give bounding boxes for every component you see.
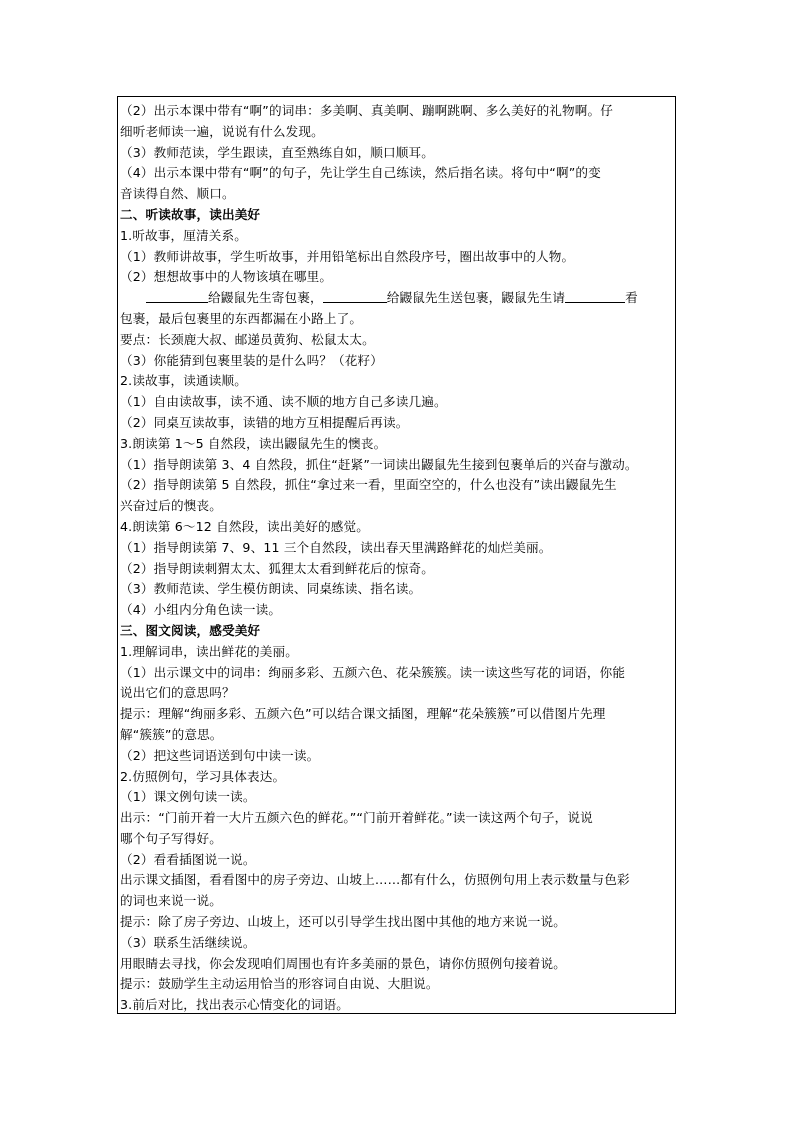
text-line: 提示：鼓励学生主动运用恰当的形容词自由说、大胆说。 — [120, 976, 439, 992]
text-line: 要点：长颈鹿大叔、邮递员黄狗、松鼠太太。 — [120, 331, 375, 347]
fill-in-blank-line — [120, 288, 673, 309]
fill-in-text: 给鼹鼠先生寄包裹， — [208, 290, 323, 306]
text-line: 的词也来说一说。 — [120, 893, 222, 909]
text-line: （1）指导朗读第 3、4 自然段，抓住“赶紧”一词读出鼹鼠先生接到包裹单后的兴奋与激动。 — [120, 456, 638, 472]
text-line: （4）小组内分角色读一读。 — [120, 602, 282, 618]
text-line: （1）指导朗读第 7、9、11 三个自然段，读出春天里满路鲜花的灿烂美丽。 — [120, 539, 552, 555]
answer-blank — [146, 289, 208, 303]
text-line: 出示：“门前开着一大片五颜六色的鲜花。”“门前开着鲜花。”读一读这两个句子，说说 — [120, 810, 593, 826]
text-line: 细听老师读一遍，说说有什么发现。 — [120, 123, 324, 139]
text-line: 2.读故事，读通读顺。 — [120, 373, 248, 389]
text-line: 4.朗读第 6～12 自然段，读出美好的感觉。 — [120, 518, 370, 534]
text-line: 1.理解词串，读出鲜花的美丽。 — [120, 643, 298, 659]
text-line: （2）指导朗读第 5 自然段，抓住“拿过来一看，里面空空的，什么也没有”读出鼹鼠先生 — [120, 477, 617, 493]
text-line: （1）教师讲故事，学生听故事，并用铅笔标出自然段序号，圈出故事中的人物。 — [120, 248, 575, 264]
text-line: （2）指导朗读刺猬太太、狐狸太太看到鲜花后的惊奇。 — [120, 560, 435, 576]
section-heading: 二、听读故事，读出美好 — [120, 206, 261, 222]
text-line: （4）出示本课中带有“啊”的句子，先让学生自己练读，然后指名读。将句中“啊”的变 — [120, 165, 601, 181]
text-line: （2）出示本课中带有“啊”的词串：多美啊、真美啊、蹦啊跳啊、多么美好的礼物啊。仔 — [120, 103, 614, 118]
text-line: 出示课文插图，看看图中的房子旁边、山坡上……都有什么，仿照例句用上表示数量与色彩 — [120, 872, 630, 888]
text-line: 提示：除了房子旁边、山坡上，还可以引导学生找出图中其他的地方来说一说。 — [120, 914, 567, 930]
text-line: （1）自由读故事，读不通、读不顺的地方自己多读几遍。 — [120, 394, 447, 410]
text-line: 1.听故事，厘清关系。 — [120, 227, 248, 243]
text-line: 3.前后对比，找出表示心情变化的词语。 — [120, 997, 349, 1013]
text-line: 包裹，最后包裹里的东西都漏在小路上了。 — [120, 310, 363, 326]
text-line: 解“簇簇”的意思。 — [120, 726, 223, 742]
text-line: （2）把这些词语送到句中读一读。 — [120, 747, 320, 763]
lesson-plan-content — [120, 101, 673, 1016]
text-line: （3）教师范读、学生模仿朗读、同桌练读、指名读。 — [120, 581, 422, 597]
fill-in-text: 看 — [625, 290, 638, 306]
text-line: 2.仿照例句，学习具体表达。 — [120, 768, 286, 784]
text-line: 哪个句子写得好。 — [120, 830, 222, 846]
text-line: 说出它们的意思吗？ — [120, 685, 235, 701]
text-line: （1）出示课文中的词串：绚丽多彩、五颜六色、花朵簇簇。读一读这些写花的词语，你能 — [120, 664, 626, 680]
lesson-plan-table-cell — [117, 97, 676, 1014]
fill-in-text: 给鼹鼠先生送包裹，鼹鼠先生请 — [386, 290, 566, 306]
text-line: （3）联系生活继续说。 — [120, 934, 256, 950]
text-line: （3）教师范读，学生跟读，直至熟练自如，顺口顺耳。 — [120, 144, 435, 160]
answer-blank — [323, 289, 387, 303]
text-line: 用眼睛去寻找，你会发现咱们周围也有许多美丽的景色，请你仿照例句接着说。 — [120, 955, 567, 971]
text-line: 兴奋过后的懊丧。 — [120, 498, 222, 514]
text-line: （2）看看插图说一说。 — [120, 851, 256, 867]
text-line: 音读得自然、顺口。 — [120, 186, 235, 202]
section-heading: 三、图文阅读，感受美好 — [120, 622, 261, 638]
text-line: （3）你能猜到包裹里装的是什么吗？（花籽） — [120, 352, 384, 368]
text-line: （2）想想故事中的人物该填在哪里。 — [120, 269, 333, 285]
text-line: 提示：理解“绚丽多彩、五颜六色”可以结合课文插图，理解“花朵簇簇”可以借图片先理 — [120, 706, 606, 722]
answer-blank — [565, 289, 625, 303]
text-line: （1）课文例句读一读。 — [120, 789, 256, 805]
text-line: （2）同桌互读故事，读错的地方互相提醒后再读。 — [120, 414, 409, 430]
text-line: 3.朗读第 1～5 自然段，读出鼹鼠先生的懊丧。 — [120, 435, 387, 451]
